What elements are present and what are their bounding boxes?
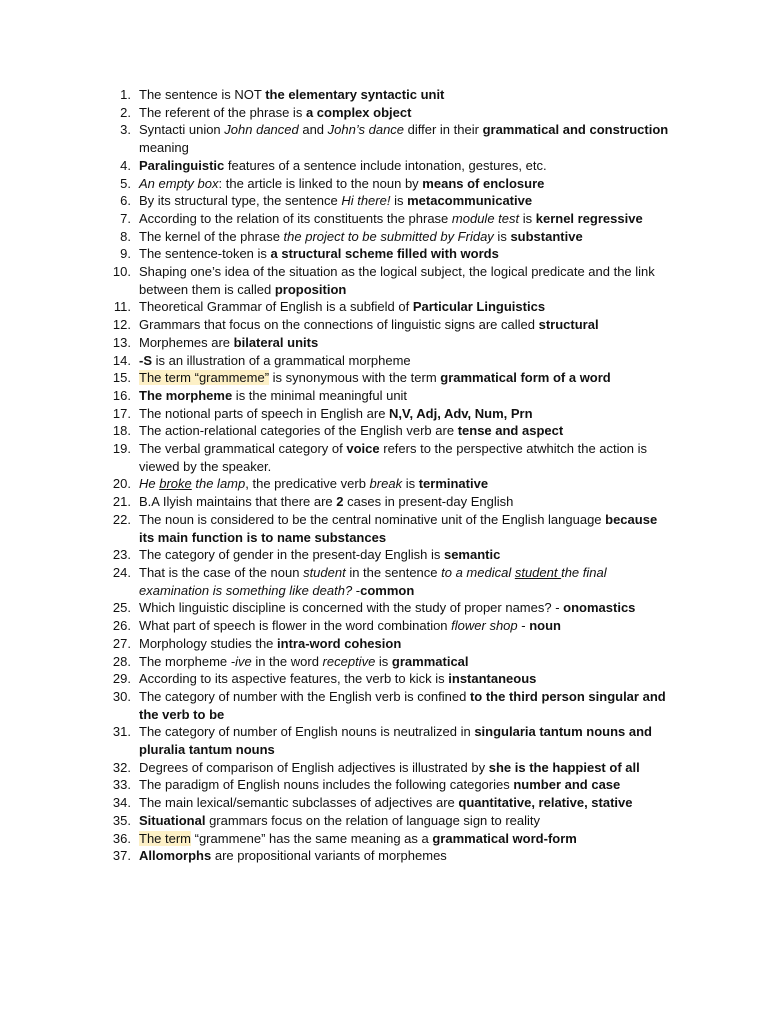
- text-segment: Theoretical Grammar of English is a subfield of: [139, 299, 413, 315]
- text-segment: Hi there!: [341, 193, 391, 209]
- text-segment: “grammene” has the same meaning as a: [191, 830, 433, 846]
- text-segment: she is the happiest of all: [488, 759, 640, 775]
- item-number: 27.: [112, 635, 131, 651]
- text-segment: the final examination is something like death?: [139, 564, 607, 598]
- text-segment: , the predicative verb: [245, 476, 370, 492]
- item-text: [139, 565, 607, 598]
- numbered-list: [0, 86, 768, 865]
- item-number: 1.: [120, 87, 131, 102]
- item-number: 21.: [112, 494, 131, 510]
- text-segment: The sentence-token is: [139, 246, 271, 262]
- text-segment: substantive: [510, 228, 583, 244]
- item-text: [139, 724, 652, 757]
- item-number: 10.: [112, 264, 131, 280]
- item-number: 35.: [112, 812, 131, 828]
- text-segment: is: [402, 476, 419, 492]
- text-segment: The verbal grammatical category of: [139, 441, 347, 457]
- list-item: [0, 847, 670, 865]
- list-item: [0, 228, 670, 246]
- list-item: [0, 422, 670, 440]
- text-segment: grammatical form of a word: [440, 370, 611, 386]
- text-segment: intra-word cohesion: [277, 635, 402, 651]
- text-segment: is: [390, 193, 408, 209]
- item-number: 14.: [112, 352, 131, 368]
- text-segment: module test: [451, 210, 520, 226]
- item-text: [139, 423, 563, 438]
- text-segment: onomastics: [563, 600, 636, 616]
- item-number: 33.: [112, 777, 131, 793]
- text-segment: bilateral units: [233, 334, 319, 350]
- text-segment: kernel regressive: [535, 210, 643, 226]
- list-item: [0, 670, 670, 688]
- text-segment: to a medical: [441, 564, 515, 580]
- item-text: [139, 158, 547, 173]
- list-item: [0, 121, 670, 156]
- text-segment: The paradigm of English nouns includes the following categories: [139, 777, 514, 793]
- item-text: [139, 87, 444, 102]
- list-item: [0, 723, 670, 758]
- text-segment: grammars focus on the relation of language sign to reality: [205, 812, 541, 828]
- text-segment: Degrees of comparison of English adjectives is illustrated by: [139, 759, 489, 775]
- text-segment: instantaneous: [448, 671, 537, 687]
- text-segment: tense and aspect: [457, 423, 564, 439]
- item-number: 19.: [112, 441, 131, 457]
- list-item: [0, 546, 670, 564]
- list-item: [0, 157, 670, 175]
- item-number: 31.: [112, 724, 131, 740]
- item-number: 11.: [113, 299, 131, 315]
- text-segment: structural: [538, 317, 599, 333]
- list-item: [0, 759, 670, 777]
- item-text: [139, 654, 469, 669]
- item-text: [139, 353, 411, 368]
- item-text: [139, 264, 655, 297]
- text-segment: is the minimal meaningful unit: [232, 387, 408, 403]
- item-number: 37.: [112, 848, 131, 864]
- item-text: [139, 618, 561, 633]
- list-item: [0, 440, 670, 475]
- text-segment: in the sentence: [345, 564, 442, 580]
- text-segment: the project to be submitted by Friday: [283, 228, 494, 244]
- item-text: [139, 122, 668, 155]
- list-item: [0, 86, 670, 104]
- text-segment: singularia tantum nouns and pluralia tantum nouns: [139, 724, 652, 758]
- item-text: [139, 795, 633, 810]
- text-segment: What part of speech is flower in the word combination: [139, 618, 452, 634]
- item-number: 30.: [112, 688, 131, 704]
- text-segment: broke: [159, 476, 192, 492]
- text-segment: grammatical and construction: [482, 122, 669, 138]
- text-segment: the elementary syntactic unit: [265, 87, 445, 102]
- item-text: [139, 441, 647, 474]
- text-segment: is: [493, 228, 511, 244]
- item-text: [139, 406, 533, 421]
- item-number: 18.: [112, 423, 131, 439]
- item-number: 3.: [120, 122, 131, 138]
- text-segment: the lamp: [191, 476, 246, 492]
- text-segment: is: [375, 653, 392, 669]
- list-item: [0, 352, 670, 370]
- highlighted-text: The term: [139, 830, 192, 846]
- text-segment: The morpheme: [139, 653, 231, 669]
- list-item: [0, 334, 670, 352]
- text-segment: That is the case of the noun: [139, 564, 304, 580]
- text-segment: and: [298, 122, 328, 138]
- item-number: 25.: [112, 600, 131, 616]
- item-text: [139, 760, 640, 775]
- text-segment: is: [519, 210, 536, 226]
- text-segment: John danced: [224, 122, 299, 138]
- text-segment: -S: [139, 352, 152, 368]
- list-item: [0, 192, 670, 210]
- text-segment: flower shop: [451, 618, 518, 634]
- text-segment: to the third person singular and the verb to be: [139, 688, 666, 722]
- list-item: [0, 776, 670, 794]
- text-segment: : the article is linked to the noun by: [218, 175, 423, 191]
- text-segment: meaning: [139, 140, 189, 156]
- text-segment: The notional parts of speech in English are: [139, 405, 390, 421]
- list-item: [0, 511, 670, 546]
- item-text: [139, 512, 657, 545]
- text-segment: -: [352, 582, 361, 598]
- item-text: [139, 547, 500, 562]
- text-segment: metacommunicative: [407, 193, 533, 209]
- item-number: 24.: [112, 564, 131, 580]
- text-segment: features of a sentence include intonation, gestures, etc.: [224, 157, 547, 173]
- item-number: 23.: [112, 547, 131, 563]
- item-number: 22.: [112, 511, 131, 527]
- item-number: 34.: [112, 795, 131, 811]
- text-segment: The category of number with the English verb is confined: [139, 688, 470, 704]
- item-text: [139, 671, 536, 686]
- text-segment: a structural scheme filled with words: [270, 246, 499, 262]
- text-segment: The sentence is NOT: [139, 87, 266, 102]
- list-item: [0, 104, 670, 122]
- item-number: 7.: [120, 210, 131, 226]
- item-number: 13.: [112, 334, 131, 350]
- list-item: [0, 599, 670, 617]
- text-segment: N,V, Adj, Adv, Num, Prn: [389, 405, 533, 421]
- text-segment: are propositional variants of morphemes: [211, 848, 447, 864]
- list-item: [0, 316, 670, 334]
- list-item: [0, 653, 670, 671]
- text-segment: differ in their: [404, 122, 483, 138]
- list-item: [0, 617, 670, 635]
- list-item: [0, 405, 670, 423]
- item-text: [139, 813, 540, 828]
- item-number: 8.: [120, 228, 131, 244]
- text-segment: Situational: [139, 812, 206, 828]
- text-segment: According to the relation of its constituents the phrase: [139, 210, 452, 226]
- text-segment: break: [369, 476, 403, 492]
- text-segment: noun: [529, 618, 561, 634]
- text-segment: is an illustration of a grammatical morpheme: [152, 352, 411, 368]
- list-item: [0, 812, 670, 830]
- list-item: [0, 493, 670, 511]
- item-number: 29.: [112, 671, 131, 687]
- item-text: [139, 636, 401, 651]
- text-segment: The action-relational categories of the English verb are: [139, 423, 458, 439]
- item-number: 12.: [112, 317, 131, 333]
- text-segment: means of enclosure: [422, 175, 545, 191]
- item-text: [139, 229, 583, 244]
- text-segment: common: [360, 582, 415, 598]
- text-segment: semantic: [443, 547, 501, 563]
- text-segment: voice: [346, 441, 380, 457]
- item-text: [139, 246, 499, 261]
- list-item: [0, 369, 670, 387]
- text-segment: Paralinguistic: [139, 157, 225, 173]
- item-number: 5.: [120, 175, 131, 191]
- list-item: [0, 475, 670, 493]
- text-segment: Shaping one’s idea of the situation as the logical subject, the logical predicate and the link between them is called: [139, 264, 655, 297]
- item-number: 16.: [112, 387, 131, 403]
- text-segment: B.A Ilyish maintains that there are: [139, 494, 337, 510]
- text-segment: student: [303, 564, 346, 580]
- text-segment: cases in present-day English: [343, 494, 514, 510]
- text-segment: number and case: [513, 777, 621, 793]
- item-number: 6.: [120, 193, 131, 209]
- item-text: [139, 476, 488, 491]
- list-item: [0, 688, 670, 723]
- text-segment: -: [517, 618, 530, 634]
- text-segment: Syntacti union: [139, 122, 225, 138]
- item-text: [139, 777, 620, 792]
- item-number: 17.: [112, 405, 131, 421]
- text-segment: The category of gender in the present-day English is: [139, 547, 444, 563]
- item-text: [139, 105, 411, 120]
- item-number: 2.: [120, 104, 131, 120]
- text-segment: The referent of the phrase is: [139, 104, 306, 120]
- text-segment: terminative: [418, 476, 489, 492]
- text-segment: grammatical: [391, 653, 469, 669]
- item-text: [139, 689, 666, 722]
- item-text: [139, 370, 611, 385]
- item-text: [139, 831, 577, 846]
- text-segment: Morphology studies the: [139, 635, 278, 651]
- text-segment: Grammars that focus on the connections of linguistic signs are called: [139, 317, 539, 333]
- text-segment: The main lexical/semantic subclasses of adjectives are: [139, 795, 459, 811]
- item-text: [139, 600, 635, 615]
- item-number: 32.: [112, 759, 131, 775]
- text-segment: The morpheme: [139, 387, 233, 403]
- text-segment: Allomorphs: [139, 848, 212, 864]
- item-text: [139, 335, 318, 350]
- list-item: [0, 387, 670, 405]
- item-number: 4.: [120, 157, 131, 173]
- text-segment: Morphemes are: [139, 334, 234, 350]
- list-item: [0, 830, 670, 848]
- text-segment: because its main function is to name substances: [139, 511, 658, 545]
- text-segment: Which linguistic discipline is concerned with the study of proper names? -: [139, 600, 564, 616]
- text-segment: According to its aspective features, the verb to kick is: [139, 671, 449, 687]
- text-segment: a complex object: [305, 104, 412, 120]
- item-text: [139, 176, 544, 191]
- text-segment: An empty box: [139, 175, 219, 191]
- text-segment: receptive: [322, 653, 376, 669]
- text-segment: in the word: [251, 653, 323, 669]
- list-item: [0, 298, 670, 316]
- text-segment: Particular Linguistics: [412, 299, 546, 315]
- item-number: 28.: [112, 653, 131, 669]
- item-text: [139, 317, 599, 332]
- list-item: [0, 635, 670, 653]
- text-segment: 2: [336, 494, 344, 510]
- list-item: [0, 245, 670, 263]
- text-segment: refers to the perspective atwhitch the action is viewed by the speaker.: [139, 441, 647, 474]
- text-segment: student: [514, 564, 562, 580]
- item-number: 36.: [112, 830, 131, 846]
- text-segment: proposition: [274, 281, 347, 297]
- item-text: [139, 299, 545, 314]
- text-segment: The noun is considered to be the central nominative unit of the English language: [139, 511, 606, 527]
- item-text: [139, 494, 513, 509]
- list-item: [0, 263, 670, 298]
- list-item: [0, 564, 670, 599]
- text-segment: By its structural type, the sentence: [139, 193, 342, 209]
- text-segment: John’s dance: [327, 122, 405, 138]
- item-number: 26.: [112, 618, 131, 634]
- highlighted-text: The term “grammeme”: [139, 370, 270, 386]
- list-item: [0, 210, 670, 228]
- list-item: [0, 794, 670, 812]
- item-text: [139, 193, 532, 208]
- item-text: [139, 848, 447, 863]
- item-text: [139, 211, 643, 226]
- text-segment: is synonymous with the term: [269, 370, 441, 386]
- text-segment: He: [139, 476, 160, 492]
- item-text: [139, 388, 407, 403]
- item-number: 15.: [112, 370, 131, 386]
- text-segment: grammatical word-form: [432, 830, 577, 846]
- list-item: [0, 175, 670, 193]
- text-segment: The kernel of the phrase: [139, 228, 284, 244]
- item-number: 20.: [112, 476, 131, 492]
- text-segment: quantitative, relative, stative: [458, 795, 633, 811]
- text-segment: -ive: [230, 653, 252, 669]
- item-number: 9.: [120, 246, 131, 262]
- text-segment: The category of number of English nouns is neutralized in: [139, 724, 475, 740]
